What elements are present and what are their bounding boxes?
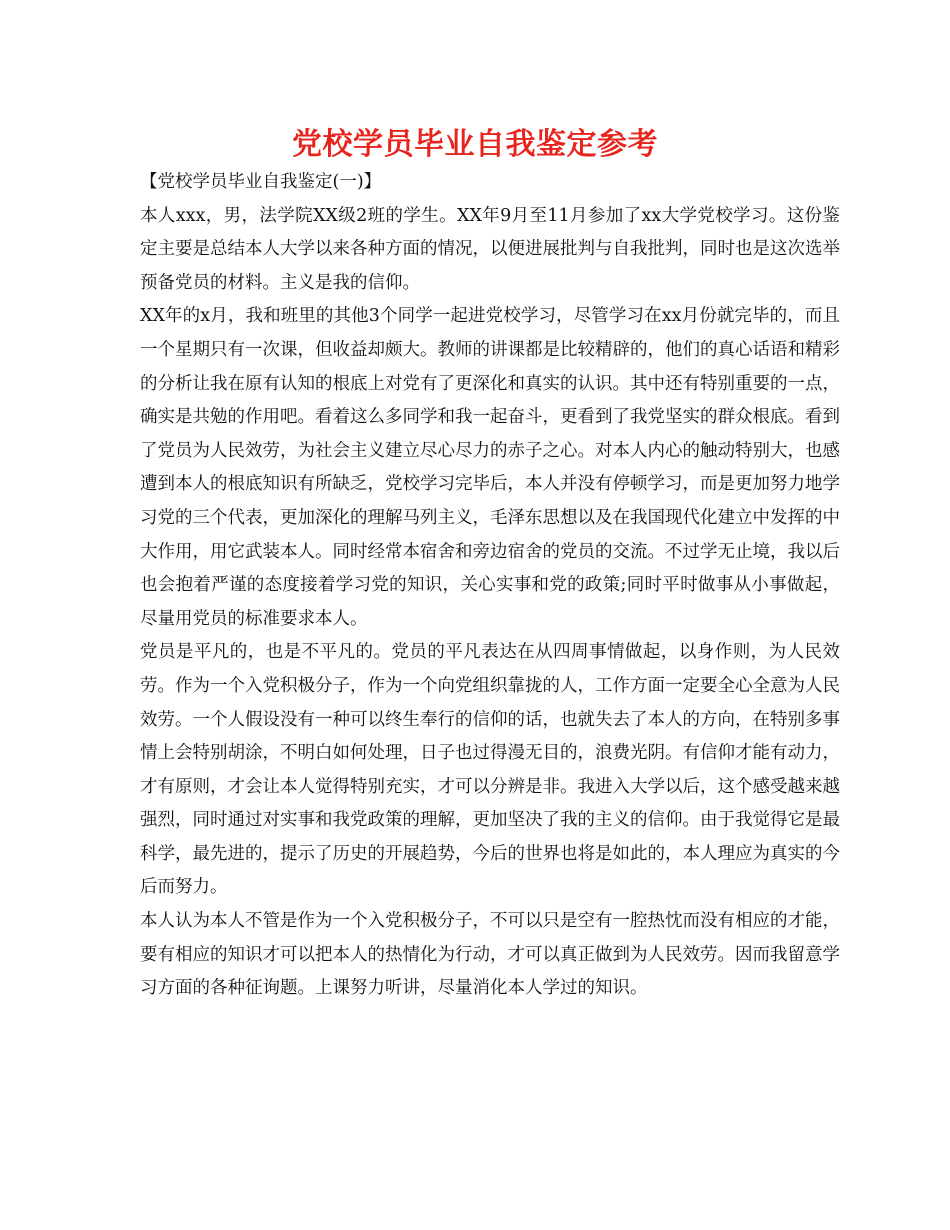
paragraph-4: 本人认为本人不管是作为一个入党积极分子，不可以只是空有一腔热忱而没有相应的才能，要有相应的知识才可以把本人的热情化为行动，才可以真正做到为人民效劳。因而我留意学习方面的各种征询题。上课努力听讲，尽量消化本人学过的知识。 xyxy=(140,911,840,999)
document-body xyxy=(140,166,840,1006)
section-heading: 【党校学员毕业自我鉴定(一)】 xyxy=(140,172,382,192)
document-title: 党校学员毕业自我鉴定参考 xyxy=(292,127,658,162)
paragraph-3: 党员是平凡的，也是不平凡的。党员的平凡表达在从四周事情做起，以身作则，为人民效劳。作为一个入党积极分子，作为一个向党组织靠拢的人，工作方面一定要全心全意为人民效劳。一个人假设没有一种可以终生奉行的信仰的话，也就失去了本人的方向，在特别多事情上会特别胡涂，不明白如何处理，日子也过得漫无目的，浪费光阴。有信仰才能有动力，才有原则，才会让本人觉得特别充实，才可以分辨是非。我进入大学以后，这个感受越来越强烈，同时通过对实事和我党政策的理解，更加坚决了我的主义的信仰。由于我觉得它是最科学，最先进的，提示了历史的开展趋势，今后的世界也将是如此的，本人理应为真实的今后而努力。 xyxy=(140,642,840,898)
paragraph-2: XX年的x月，我和班里的其他3个同学一起进党校学习，尽管学习在xx月份就完毕的，而且一个星期只有一次课，但收益却颇大。教师的讲课都是比较精辟的，他们的真心话语和精彩的分析让我在原有认知的根底上对党有了更深化和真实的认识。其中还有特别重要的一点，确实是共勉的作用吧。看着这么多同学和我一起奋斗，更看到了我党坚实的群众根底。看到了党员为人民效劳，为社会主义建立尽心尽力的赤子之心。对本人内心的触动特别大，也感遭到本人的根底知识有所缺乏，党校学习完毕后，本人并没有停顿学习，而是更加努力地学习党的三个代表，更加深化的理解马列主义，毛泽东思想以及在我国现代化建立中发挥的中大作用，用它武装本人。同时经常本宿舍和旁边宿舍的党员的交流。不过学无止境，我以后也会抱着严谨的态度接着学习党的知识，关心实事和党的政策;同时平时做事从小事做起，尽量用党员的标准要求本人。 xyxy=(140,306,840,629)
paragraph-1: 本人xxx，男，法学院XX级2班的学生。XX年9月至11月参加了xx大学党校学习。这份鉴定主要是总结本人大学以来各种方面的情况，以便进展批判与自我批判，同时也是这次选举预备党员的材料。主义是我的信仰。 xyxy=(140,205,840,293)
